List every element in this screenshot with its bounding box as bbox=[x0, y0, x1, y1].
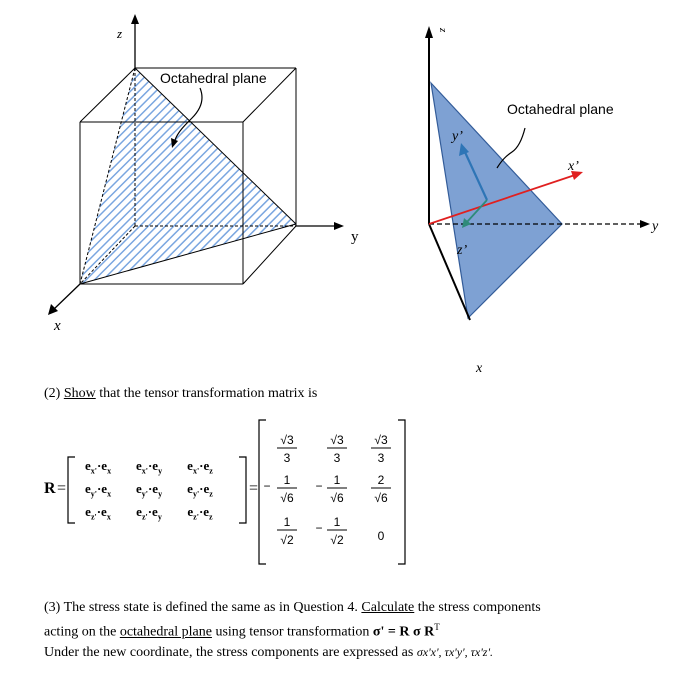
num-r1c0-top: 1 bbox=[283, 473, 291, 487]
matrix-cell-r0c2: $e_{x'}\cdot e_z$ bbox=[187, 458, 213, 476]
num-r1c1-bot: √6 bbox=[330, 491, 344, 505]
num-r0c2-top: √3 bbox=[374, 433, 388, 447]
right-plane-label: Octahedral plane bbox=[507, 101, 614, 117]
right-figure bbox=[380, 0, 693, 380]
matrix-cell-r1c1: $e_{y'}\cdot e_y$ bbox=[135, 481, 163, 499]
part2-sentence bbox=[44, 386, 317, 402]
left-axis-y-label: y bbox=[351, 229, 359, 245]
matrix-equals: = bbox=[57, 480, 67, 497]
octahedral-plane-link[interactable]: octahedral plane bbox=[119, 624, 212, 640]
num-r1c0-bot: √6 bbox=[280, 491, 294, 505]
num-r1c1-top: 1 bbox=[333, 473, 341, 487]
part3-line2-a: acting on the bbox=[44, 624, 117, 640]
part3-line1-b: the stress components bbox=[417, 600, 541, 615]
right-axis-zprime-label: z’ bbox=[457, 243, 468, 258]
num-r0c2-bot: 3 bbox=[377, 451, 385, 465]
right-axis-y-label: y bbox=[652, 219, 659, 234]
right-axis-yprime-label: y’ bbox=[452, 129, 463, 144]
num-r2c1-top: 1 bbox=[333, 515, 341, 529]
right-axis-xprime-label: x’ bbox=[568, 159, 579, 174]
part3-line2-b: using tensor transformation bbox=[215, 624, 370, 640]
right-plane-leader-curve bbox=[497, 128, 525, 168]
matrix-cell-r2c1: $e_{z'}\cdot e_y$ bbox=[136, 504, 162, 522]
part3-line3-a: Under the new coordinate, the stress components are expressed as bbox=[44, 645, 414, 660]
num-r1c2-bot: √6 bbox=[374, 491, 388, 505]
transformation-equation: σ' = R σ R bbox=[372, 624, 435, 640]
right-axis-z-label: z bbox=[437, 28, 449, 33]
part3-line1 bbox=[44, 600, 541, 616]
num-r0c0-bot: 3 bbox=[283, 451, 291, 465]
part3-number: (3) bbox=[44, 600, 61, 615]
num-r2c0-bot: √2 bbox=[280, 533, 294, 547]
left-axis-x-label: x bbox=[54, 318, 61, 334]
matrix-equals-2: = bbox=[249, 480, 259, 497]
numeric-matrix bbox=[257, 418, 407, 568]
matrix-cell-r1c2: $e_{y'}\cdot e_z$ bbox=[187, 481, 213, 499]
num-r1c2-top: 2 bbox=[377, 473, 385, 487]
stress-symbols: σx'x', τx'y', τx'z'. bbox=[416, 645, 494, 659]
num-r1c0-sign: − bbox=[263, 479, 271, 493]
transpose-sup: T bbox=[434, 622, 440, 632]
matrix-cell-r2c2: $e_{z'}\cdot e_z$ bbox=[187, 504, 213, 522]
right-bracket-symbolic bbox=[237, 456, 249, 524]
matrix-lhs: R bbox=[44, 480, 56, 497]
part2-number: (2) bbox=[44, 386, 61, 401]
num-r2c1-sign: − bbox=[315, 521, 323, 535]
matrix-cell-r2c0: $e_{z'}\cdot e_x$ bbox=[85, 504, 111, 522]
right-axis-x-label: x bbox=[476, 361, 483, 376]
part2-rest: that the tensor transformation matrix is bbox=[99, 386, 318, 401]
show-link[interactable]: Show bbox=[63, 386, 96, 401]
num-r2c0-top: 1 bbox=[283, 515, 291, 529]
matrix-cell-r0c1: $e_{x'}\cdot e_y$ bbox=[135, 458, 163, 476]
num-r2c1-bot: √2 bbox=[330, 533, 344, 547]
num-r0c1-top: √3 bbox=[330, 433, 344, 447]
num-r0c0-top: √3 bbox=[280, 433, 294, 447]
left-plane-label: Octahedral plane bbox=[160, 70, 267, 86]
transformation-matrix bbox=[44, 418, 404, 568]
part3-line1-a: The stress state is defined the same as in Question 4. bbox=[63, 600, 358, 615]
num-r2c2: 0 bbox=[377, 529, 385, 543]
part3-line2 bbox=[44, 622, 440, 641]
num-r0c1-bot: 3 bbox=[333, 451, 341, 465]
matrix-cell-r0c0: $e_{x'}\cdot e_x$ bbox=[84, 458, 112, 476]
matrix-cell-r1c0: $e_{y'}\cdot e_x$ bbox=[84, 481, 112, 499]
num-r1c1-sign: − bbox=[315, 479, 323, 493]
part3-line3 bbox=[44, 645, 493, 661]
calculate-link[interactable]: Calculate bbox=[361, 600, 415, 615]
left-figure bbox=[0, 0, 360, 345]
left-axis-z-label: z bbox=[117, 26, 123, 41]
